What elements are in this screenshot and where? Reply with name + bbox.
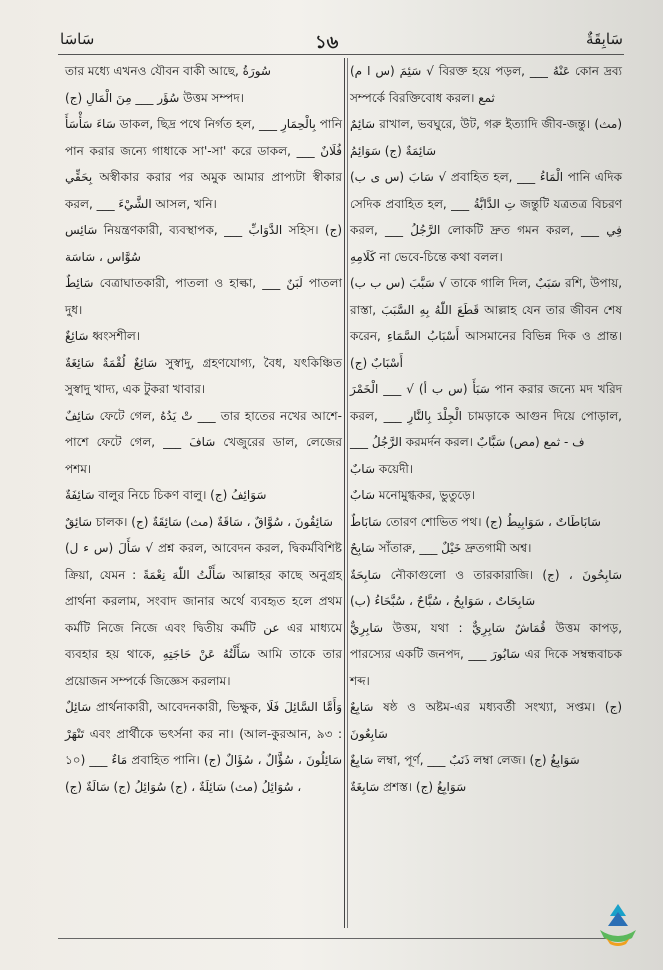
publisher-logo-icon (598, 902, 638, 948)
entry: سَائِلٌ প্রার্থনাকারী, আবেদনকারী, ভিক্ষুক, وَأَمَّا السَّائِلَ فَلَا تَنْهَرْ এবং প্রার্থীকে ভৎর্সনা কর না। (আল-কুরআন, ৯৩ : ১০) ___ مَاءٌ প্রবাহিত পানি। (ج) سَائِلُونَ ، سُؤَّالٌ ، سُؤَالٌ ، سُوَائِلُ (مث) سَائِلَةٌ ، (ج) سُوَائِلُ (ج) سَالَةٌ (ج) (65, 700, 343, 794)
footer-rule (58, 938, 624, 939)
header-right-guide-word: سَابِقَةٌ (586, 30, 623, 48)
entry: سَائِس নিয়ন্ত্রণকারী, ব্যবস্থাপক, ___ الدَّوَابِّ সহিস। (ج) سُوَّاس ، سَاسَة (65, 223, 342, 264)
entry: سَابٌ মনোমুগ্ধকর, ভুতুড়ে। (350, 488, 476, 502)
entry: سَابَ (س ى ب) √ প্রবাহিত হল, ___ الْمَاءُ পানি এদিক সেদিক প্রবাহিত হল, ___ تِ الدَّابَّةُ জন্তুটি যত্রতত্র বিচরণ করল, ___ الرَّجُلُ লোকটি দ্রুত গমন করল, ___ فِي كَلَامِهِ না ভেবে-চিন্তে কথা বলল। (350, 170, 623, 264)
entry: سَابِغَةٌ প্রশস্ত। (ج) سَوَابِغُ (350, 779, 467, 794)
entry: سَابَاطٌ তোরণ শোভিত পথ। (ج) سَابَاطَاتٌ ، سَوَابِيطُ (350, 514, 601, 529)
entry: سَابِعٌ ষষ্ঠ ও অষ্টম-এর মধ্যবর্তী সংখ্যা, সপ্তম। (ج) سَابِعُونَ (350, 700, 622, 741)
entry: (ج) سُؤَر ___ مِنَ الْمَالِ উত্তম সম্পদ। (65, 90, 244, 105)
entry: سَائِغٌ ধ্বংসশীল। (65, 329, 141, 343)
entry: سَبَّبَ (س ب ب) √ তাকে গালি দিল, سَبَبٌ রশি, উপায়, রাস্তা, قَطَعَ اللّٰهُ بِهِ السَّبَبَ আল্লাহ যেন তার জীবন শেষ করেন, أَسْبَابُ السَّمَاءِ আসমানের বিভিন্ন দিক ও প্রান্ত। (ج) أَسْبَابٌ (350, 276, 623, 370)
column-divider-inner (347, 58, 348, 928)
entry: سَبَأَ (س ب أ) √ ___ الْخَمْرَ পান করার জন্যে মদ খরিদ করল, ___ الْجِلْدَ بِالنَّارِ চামড়াকে আগুন দিয়ে পোড়াল, ___ الرَّجُلُ করমর্দন করল। ف - ثمع (مص) سَبَّابٌ (350, 382, 622, 449)
page-header (60, 30, 623, 52)
entry: তার মধ্যে এখনও যৌবন বাকী আছে, سُورَةُ (65, 64, 271, 78)
header-rule (58, 54, 624, 55)
entry: سَابِحَةٌ নৌকাগুলো ও তারকারাজি। سَابِحُونَ ، (ج) سَابِحَاتٌ ، سَوَابِحُ ، سُبَّاحٌ ، سُبَّحَاءُ (ب) (350, 567, 622, 608)
entry: سَابِرِيٌّ উত্তম, যথা : قُمَاشٌ سَابِرِيٌّ উত্তম কাপড়, পারস্যের একটি জনপদ, ___ سَابُورَ এর দিকে সম্বন্ধবাচক শব্দ। (350, 620, 623, 688)
entry: سَائِفٌ ফেটে গেল, تْ يَدُهُ ___ তার হাতের নখের আশে-পাশে ফেটে গেল, ___ سَافَ খেজুরের ডাল, লেজের পশম। (65, 408, 342, 476)
entry: سَابٌ কয়েদী। (350, 461, 414, 476)
entry: سَابِحٌ সাঁতারু, ___ خَيْلٌ দ্রুতগামী অশ্ব। (350, 541, 532, 555)
column-divider (344, 58, 345, 928)
entry: سَائِغٌ لُقْمَةٌ سَائِغَةٌ সুস্বাদু, গ্রহণযোগ্য, বৈধ, যৎকিঞ্চিত সুস্বাদু খাদ্য, এক টুকরা খাবার। (65, 355, 342, 396)
entry: سَائِقٌ চালক। (ج) سَائِقُونَ ، سُوَّاقٌ ، سَاقَةٌ (مث) سَائِقَةٌ (65, 514, 333, 529)
entry: سَاءَ سَأْسَأَ ডাকল, ছিদ্র পথে নির্গত হল, ___ بِالْحِمَارِ পানি পান করার জন্যে গাধাকে সা'-সা' করে ডাকল, ___ فُلَانٌ بِحَقِّي অস্বীকার করার পর অমুক আমার প্রাপ্যটা স্বীকার করল, ___ الشَّيْءَ আসল, খনি। (65, 117, 343, 211)
entry: سَأَلَ (س ء ل) √ প্রশ্ন করল, আবেদন করল, দ্বিকর্মবিশিষ্ট ক্রিয়া, যেমন : سَأَلْتُ اللّٰهَ نِعْمَةً আল্লাহর কাছে অনুগ্রহ প্রার্থনা করলাম, সংবাদ জানার অর্থে ব্যবহৃত হলে প্রথম কর্মটি নিজে নিজে এবং দ্বিতীয় কর্মটি عن এর মাধ্যমে ব্যবহার হয় থাকে, سَأَلْتُهُ عَنْ حَاجَتِهِ আমি তাকে তার প্রয়োজন সম্পর্কে জিজ্ঞেস করলাম। (65, 541, 343, 688)
entry: سَابِغٌ লম্বা, পূর্ণ, ___ ذَنَبٌ লম্বা লেজ। (ج) سَوَابِغُ (350, 753, 580, 767)
entry: سَئِمَ (س ا م) √ বিরক্ত হয়ে পড়ল, ___ عَنْهُ কোন দ্রব্য সম্পর্কে বিরক্তিবোধ করল। ثمع (350, 64, 622, 105)
entry: سَائِفَةٌ বালুর নিচে চিকণ বালু। (ج) سَوَائِفُ (65, 488, 267, 502)
page-number: ১৬ (315, 32, 339, 53)
left-column (65, 58, 342, 800)
entry: سَائِطٌ বেত্রাঘাতকারী, পাতলা ও হাল্কা, ___ لَبَنٌ পাতলা দুধ। (65, 276, 342, 317)
header-left-guide-word: سَاسَا (60, 30, 95, 48)
right-column (350, 58, 622, 800)
entry: سَائِمٌ রাখাল, ভবঘুরে, উট, গরু ইত্যাদি জীব-জন্তু। (مث) سَائِمَةٌ (ج) سَوَائِمُ (350, 117, 622, 158)
